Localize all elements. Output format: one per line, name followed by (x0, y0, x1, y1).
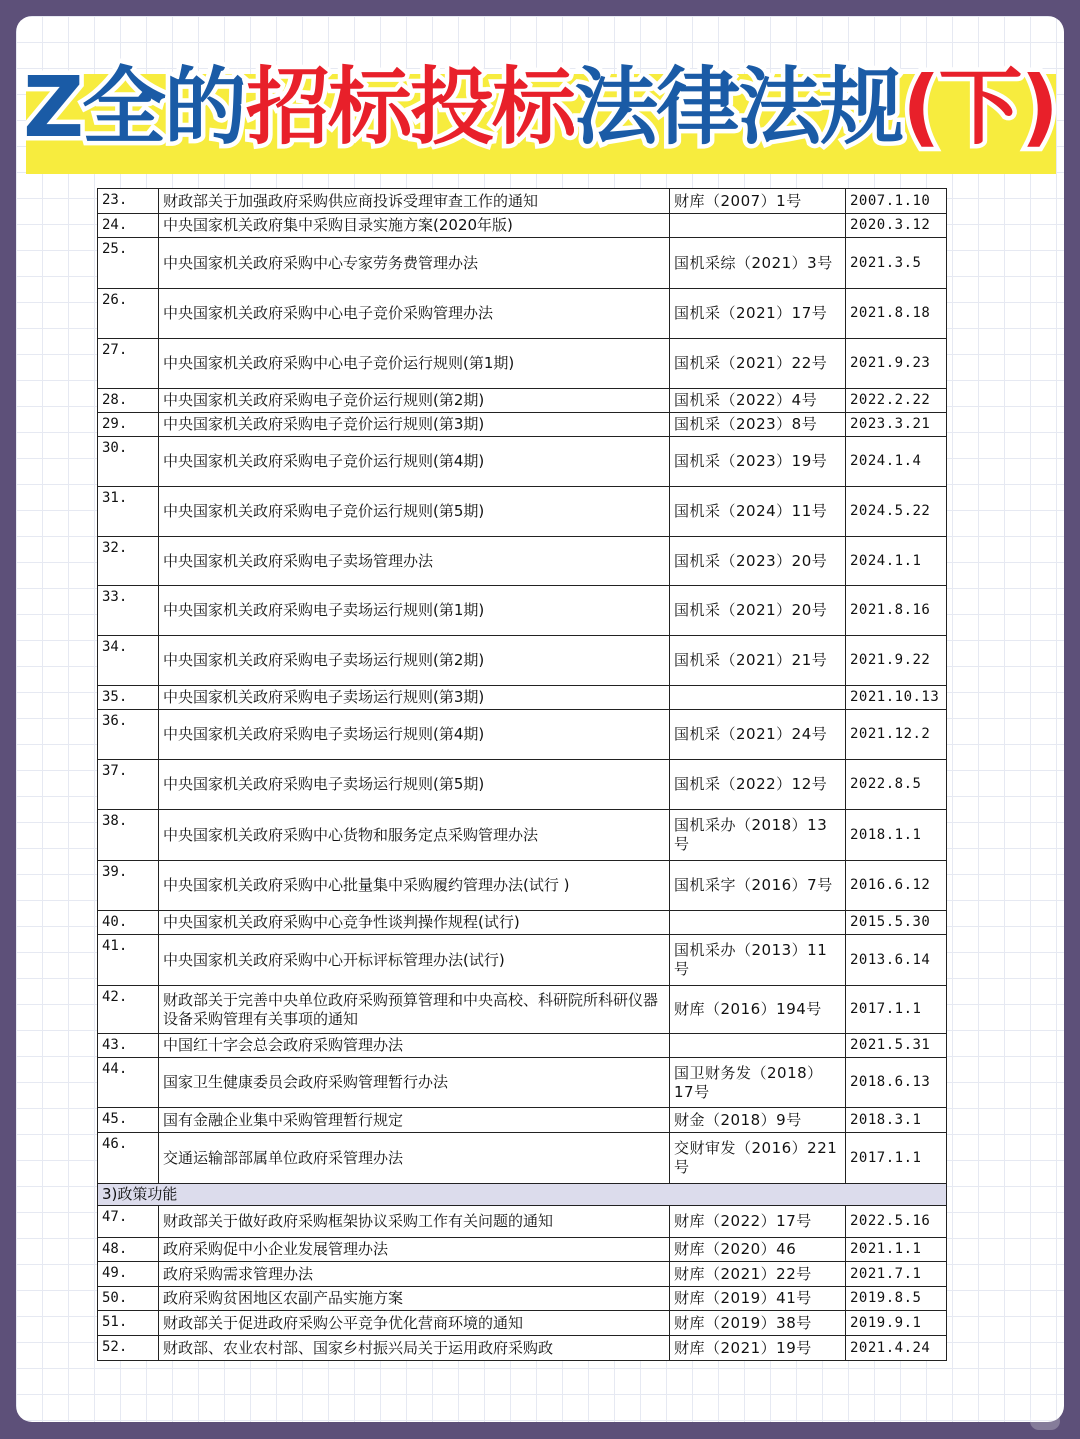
table-row (98, 487, 947, 537)
document-number: 国机采（2021）24号 (670, 710, 846, 760)
table-row (98, 760, 947, 810)
effective-date: 2007.1.10 (846, 189, 947, 214)
document-number: 国机采字（2016）7号 (670, 861, 846, 911)
row-number: 50. (98, 1287, 159, 1311)
regulation-name: 中央国家机关政府采购中心电子竞价采购管理办法 (159, 289, 670, 339)
row-number: 49. (98, 1262, 159, 1287)
regulation-name: 中央国家机关政府采购中心专家劳务费管理办法 (159, 238, 670, 289)
document-number: 国机采（2023）8号 (670, 413, 846, 437)
effective-date: 2021.8.18 (846, 289, 947, 339)
effective-date: 2022.2.22 (846, 389, 947, 413)
document-number (670, 214, 846, 238)
regulation-name: 中央国家机关政府采购电子竞价运行规则(第3期) (159, 413, 670, 437)
corner-badge (1030, 1412, 1060, 1430)
table-row (98, 1058, 947, 1108)
table-row (98, 911, 947, 935)
effective-date: 2021.9.22 (846, 636, 947, 686)
row-number: 43. (98, 1034, 159, 1058)
effective-date: 2021.3.5 (846, 238, 947, 289)
row-number: 47. (98, 1206, 159, 1238)
effective-date: 2022.5.16 (846, 1206, 947, 1238)
section-header-row (98, 1184, 947, 1206)
document-number: 国机采（2021）22号 (670, 339, 846, 389)
title-part-1: Z全的 (23, 58, 247, 156)
row-number: 26. (98, 289, 159, 339)
table-row (98, 1336, 947, 1361)
row-number: 51. (98, 1311, 159, 1336)
regulation-name: 财政部关于完善中央单位政府采购预算管理和中央高校、科研院所科研仪器设备采购管理有关事项的通知 (159, 986, 670, 1034)
effective-date: 2018.1.1 (846, 810, 947, 861)
regulation-name: 中央国家机关政府采购中心批量集中采购履约管理办法(试行 ) (159, 861, 670, 911)
row-number: 29. (98, 413, 159, 437)
effective-date: 2023.3.21 (846, 413, 947, 437)
row-number: 39. (98, 861, 159, 911)
table-row (98, 861, 947, 911)
table-row (98, 1034, 947, 1058)
document-number: 财库（2007）1号 (670, 189, 846, 214)
table-row (98, 1108, 947, 1133)
effective-date: 2017.1.1 (846, 986, 947, 1034)
effective-date: 2013.6.14 (846, 935, 947, 986)
regulation-name: 中央国家机关政府采购电子卖场运行规则(第5期) (159, 760, 670, 810)
row-number: 46. (98, 1133, 159, 1184)
regulation-name: 中央国家机关政府采购中心开标评标管理办法(试行) (159, 935, 670, 986)
effective-date: 2022.8.5 (846, 760, 947, 810)
effective-date: 2019.8.5 (846, 1287, 947, 1311)
row-number: 34. (98, 636, 159, 686)
document-number: 财库（2022）17号 (670, 1206, 846, 1238)
row-number: 52. (98, 1336, 159, 1361)
document-number: 国机采（2021）21号 (670, 636, 846, 686)
table-row (98, 389, 947, 413)
table-row (98, 537, 947, 586)
regulation-name: 中央国家机关政府采购中心竞争性谈判操作规程(试行) (159, 911, 670, 935)
regulation-name: 中央国家机关政府采购电子卖场管理办法 (159, 537, 670, 586)
effective-date: 2016.6.12 (846, 861, 947, 911)
regulation-name: 财政部关于加强政府采购供应商投诉受理审查工作的通知 (159, 189, 670, 214)
table-row (98, 413, 947, 437)
table-row (98, 935, 947, 986)
title-part-3: 法律法规 (574, 58, 903, 156)
effective-date: 2018.3.1 (846, 1108, 947, 1133)
effective-date: 2024.1.4 (846, 437, 947, 487)
row-number: 45. (98, 1108, 159, 1133)
regulation-name: 中央国家机关政府采购电子竞价运行规则(第5期) (159, 487, 670, 537)
regulation-name: 中央国家机关政府采购电子竞价运行规则(第4期) (159, 437, 670, 487)
effective-date: 2021.9.23 (846, 339, 947, 389)
effective-date: 2017.1.1 (846, 1133, 947, 1184)
regulation-name: 政府采购需求管理办法 (159, 1262, 670, 1287)
row-number: 42. (98, 986, 159, 1034)
document-number: 国机采办（2013）11号 (670, 935, 846, 986)
table-row (98, 339, 947, 389)
document-number: 财库（2021）19号 (670, 1336, 846, 1361)
regulation-name: 财政部、农业农村部、国家乡村振兴局关于运用政府采购政 (159, 1336, 670, 1361)
effective-date: 2021.1.1 (846, 1238, 947, 1262)
document-number: 国机采（2022）4号 (670, 389, 846, 413)
document-number: 国机采（2024）11号 (670, 487, 846, 537)
regulation-name: 交通运输部部属单位政府采管理办法 (159, 1133, 670, 1184)
document-number (670, 911, 846, 935)
table-row (98, 710, 947, 760)
row-number: 23. (98, 189, 159, 214)
document-number (670, 1034, 846, 1058)
document-number: 财库（2020）46 (670, 1238, 846, 1262)
effective-date: 2021.5.31 (846, 1034, 947, 1058)
effective-date: 2018.6.13 (846, 1058, 947, 1108)
regulations-table (97, 188, 947, 1361)
row-number: 31. (98, 487, 159, 537)
document-number: 财库（2016）194号 (670, 986, 846, 1034)
document-number: 财库（2019）38号 (670, 1311, 846, 1336)
document-number: 财库（2021）22号 (670, 1262, 846, 1287)
regulation-name: 政府采购促中小企业发展管理办法 (159, 1238, 670, 1262)
row-number: 28. (98, 389, 159, 413)
document-number: 国卫财务发（2018）17号 (670, 1058, 846, 1108)
regulation-name: 中央国家机关政府采购电子卖场运行规则(第4期) (159, 710, 670, 760)
table-row (98, 586, 947, 636)
document-number: 国机采（2021）20号 (670, 586, 846, 636)
page-title (16, 52, 1064, 162)
effective-date: 2024.5.22 (846, 487, 947, 537)
document-number: 国机采（2022）12号 (670, 760, 846, 810)
table-row (98, 686, 947, 710)
document-number: 国机采综（2021）3号 (670, 238, 846, 289)
effective-date: 2019.9.1 (846, 1311, 947, 1336)
effective-date: 2015.5.30 (846, 911, 947, 935)
regulation-name: 中央国家机关政府采购电子卖场运行规则(第3期) (159, 686, 670, 710)
document-number: 国机采（2021）17号 (670, 289, 846, 339)
table-row (98, 189, 947, 214)
table-row (98, 636, 947, 686)
effective-date: 2021.4.24 (846, 1336, 947, 1361)
table-row (98, 1287, 947, 1311)
table-row (98, 1238, 947, 1262)
table-row (98, 986, 947, 1034)
effective-date: 2020.3.12 (846, 214, 947, 238)
regulation-name: 财政部关于促进政府采购公平竞争优化营商环境的通知 (159, 1311, 670, 1336)
row-number: 32. (98, 537, 159, 586)
regulation-name: 财政部关于做好政府采购框架协议采购工作有关问题的通知 (159, 1206, 670, 1238)
table-row (98, 214, 947, 238)
table-row (98, 1262, 947, 1287)
regulation-name: 中国红十字会总会政府采购管理办法 (159, 1034, 670, 1058)
row-number: 27. (98, 339, 159, 389)
regulations-table-body (98, 189, 947, 1361)
regulation-name: 中央国家机关政府集中采购目录实施方案(2020年版) (159, 214, 670, 238)
table-row (98, 1311, 947, 1336)
row-number: 33. (98, 586, 159, 636)
row-number: 44. (98, 1058, 159, 1108)
effective-date: 2021.8.16 (846, 586, 947, 636)
effective-date: 2021.12.2 (846, 710, 947, 760)
row-number: 40. (98, 911, 159, 935)
table-row (98, 289, 947, 339)
row-number: 37. (98, 760, 159, 810)
regulation-name: 中央国家机关政府采购电子卖场运行规则(第1期) (159, 586, 670, 636)
effective-date: 2021.7.1 (846, 1262, 947, 1287)
regulation-name: 中央国家机关政府采购电子卖场运行规则(第2期) (159, 636, 670, 686)
row-number: 41. (98, 935, 159, 986)
row-number: 38. (98, 810, 159, 861)
document-number: 交财审发（2016）221号 (670, 1133, 846, 1184)
section-label: 3)政策功能 (98, 1184, 947, 1206)
document-number: 财金（2018）9号 (670, 1108, 846, 1133)
row-number: 24. (98, 214, 159, 238)
regulation-name: 中央国家机关政府采购电子竞价运行规则(第2期) (159, 389, 670, 413)
table-row (98, 1206, 947, 1238)
table-row (98, 238, 947, 289)
row-number: 48. (98, 1238, 159, 1262)
row-number: 36. (98, 710, 159, 760)
table-row (98, 810, 947, 861)
table-row (98, 1133, 947, 1184)
title-part-4: (下) (902, 58, 1057, 156)
regulation-name: 中央国家机关政府采购中心电子竞价运行规则(第1期) (159, 339, 670, 389)
title-part-2: 招标投标 (246, 58, 575, 156)
document-number: 国机采（2023）20号 (670, 537, 846, 586)
effective-date: 2021.10.13 (846, 686, 947, 710)
document-number: 国机采（2023）19号 (670, 437, 846, 487)
regulation-name: 国家卫生健康委员会政府采购管理暂行办法 (159, 1058, 670, 1108)
document-number: 财库（2019）41号 (670, 1287, 846, 1311)
table-row (98, 437, 947, 487)
regulation-name: 中央国家机关政府采购中心货物和服务定点采购管理办法 (159, 810, 670, 861)
effective-date: 2024.1.1 (846, 537, 947, 586)
document-number: 国机采办（2018）13号 (670, 810, 846, 861)
row-number: 30. (98, 437, 159, 487)
row-number: 25. (98, 238, 159, 289)
regulation-name: 国有金融企业集中采购管理暂行规定 (159, 1108, 670, 1133)
row-number: 35. (98, 686, 159, 710)
document-number (670, 686, 846, 710)
regulation-name: 政府采购贫困地区农副产品实施方案 (159, 1287, 670, 1311)
